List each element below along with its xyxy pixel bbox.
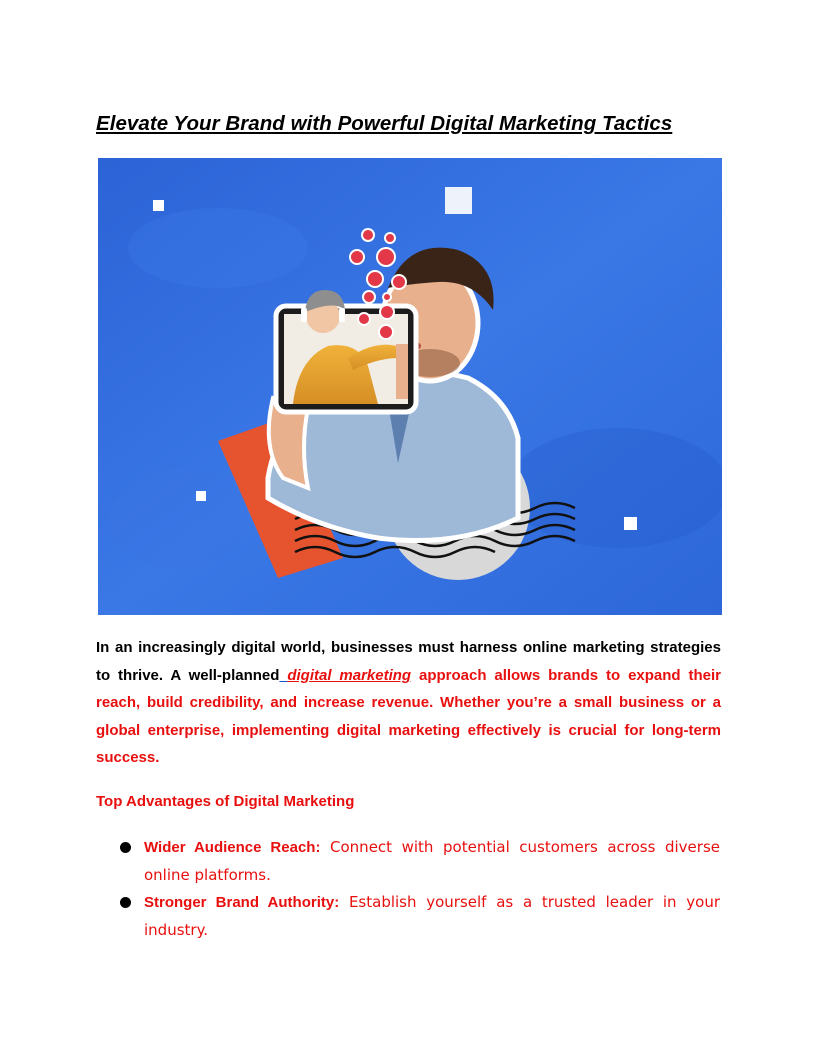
- intro-paragraph: [96, 634, 721, 772]
- list-item: [120, 889, 720, 944]
- list-item: [120, 834, 720, 889]
- bullet-icon: [120, 897, 131, 908]
- bullet-label: Wider Audience Reach:: [144, 839, 321, 856]
- bullet-text: Establish yourself as a trusted leader in your industry.: [144, 893, 720, 939]
- hero-image: [98, 158, 722, 615]
- bullet-text: Connect with potential customers across diverse online platforms.: [144, 838, 720, 884]
- advantages-list: [120, 834, 720, 944]
- intro-text-part2: approach allows brands to expand their reach, build credibility, and increase revenue. Whether you’re a small business or a global enterprise, implementing digital marketing effectively is crucial for long-term success.: [96, 666, 721, 766]
- bullet-icon: [120, 842, 131, 853]
- section-heading: Top Advantages of Digital Marketing: [96, 793, 355, 810]
- document-title: Elevate Your Brand with Powerful Digital Marketing Tactics: [96, 112, 673, 135]
- intro-text-part1: In an increasingly digital world, businesses must harness online marketing strategies to thrive. A well-planned: [96, 639, 721, 684]
- square-decoration: [153, 200, 164, 211]
- bullet-label: Stronger Brand Authority:: [144, 894, 340, 911]
- digital-marketing-link[interactable]: digital marketing: [287, 666, 412, 684]
